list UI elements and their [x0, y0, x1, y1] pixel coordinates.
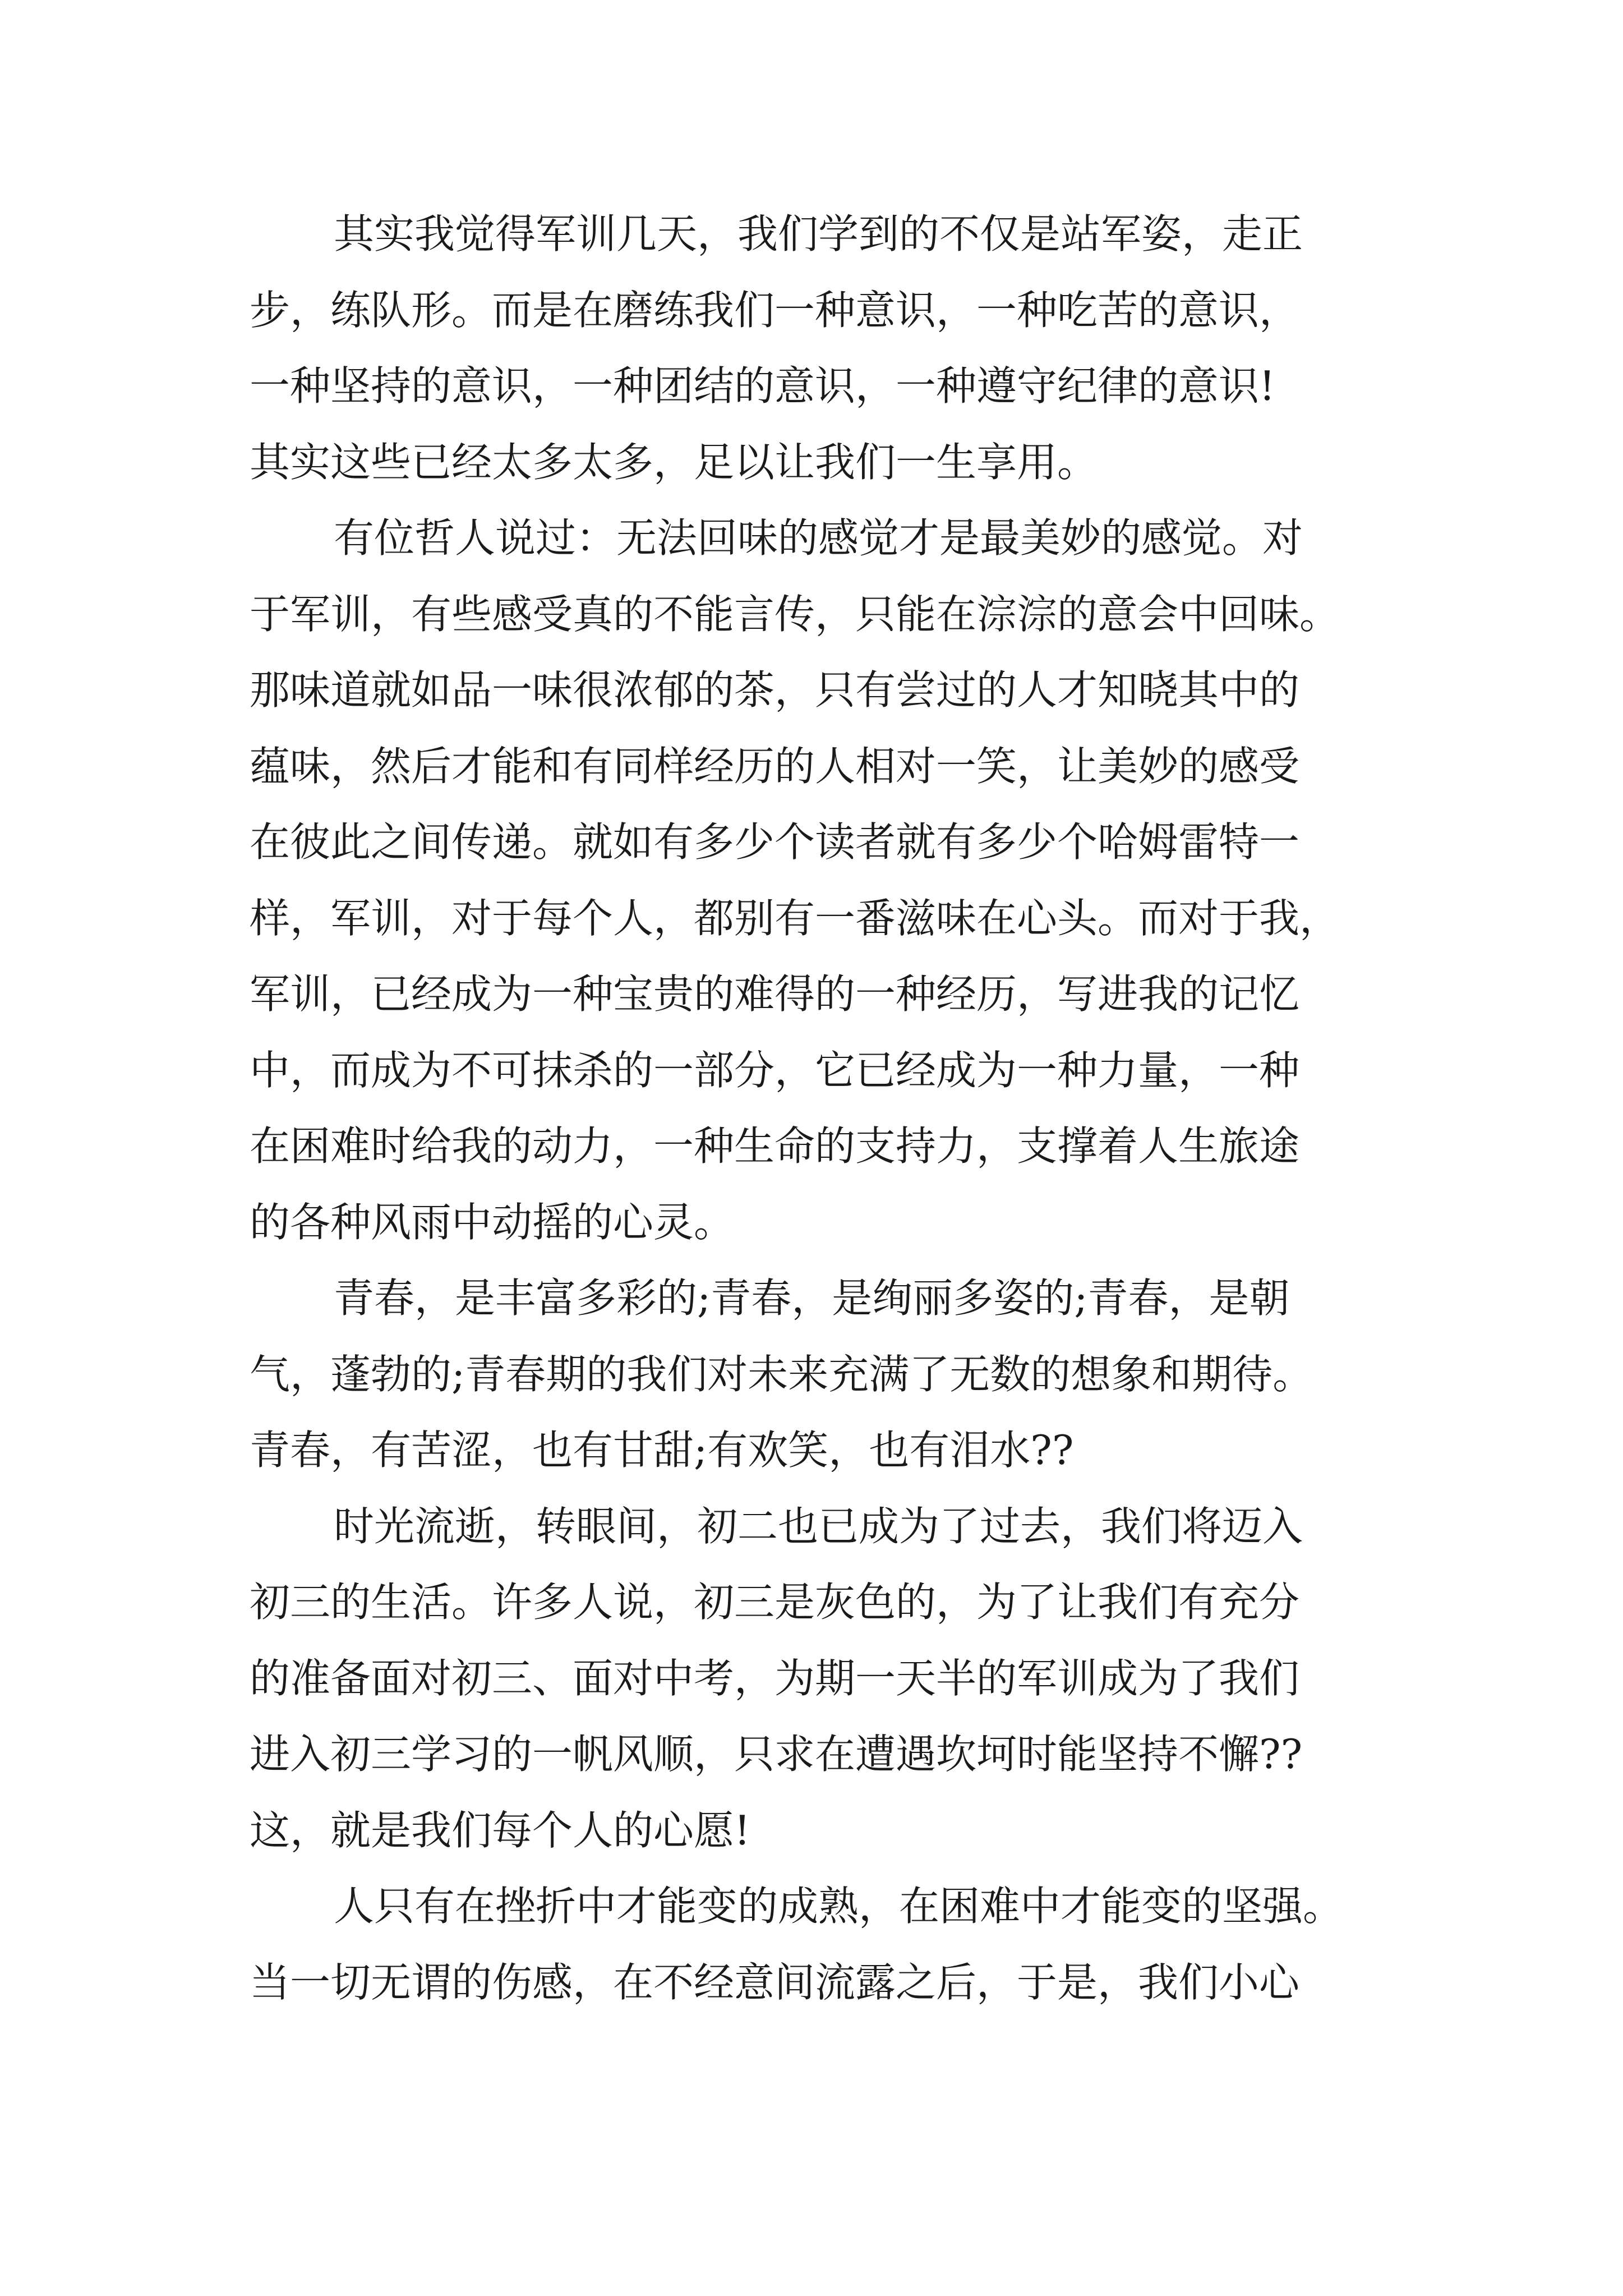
paragraph-2-line-6: 样，军训，对于每个人，都别有一番滋味在心头。而对于我，	[250, 894, 1340, 942]
paragraph-3-line-2: 气，蓬勃的;青春期的我们对未来充满了无数的想象和期待。	[250, 1350, 1313, 1398]
paragraph-3-line-1: 青春，是丰富多彩的;青春，是绚丽多姿的;青春，是朝	[334, 1274, 1290, 1322]
paragraph-4-line-3: 的准备面对初三、面对中考，为期一天半的军训成为了我们	[250, 1654, 1300, 1702]
paragraph-2-line-9: 在困难时给我的动力，一种生命的支持力，支撑着人生旅途	[250, 1122, 1300, 1170]
paragraph-2-line-1: 有位哲人说过：无法回味的感觉才是最美妙的感觉。对	[334, 514, 1303, 562]
paragraph-5-line-1: 人只有在挫折中才能变的成熟，在困难中才能变的坚强。	[334, 1883, 1344, 1930]
paragraph-4-line-4: 进入初三学习的一帆风顺，只求在遭遇坎坷时能坚持不懈??	[250, 1731, 1303, 1778]
paragraph-3-line-3: 青春，有苦涩，也有甘甜;有欢笑，也有泪水??	[250, 1427, 1074, 1474]
paragraph-4-line-1: 时光流逝，转眼间，初二也已成为了过去，我们将迈入	[334, 1502, 1303, 1550]
paragraph-1-line-1: 其实我觉得军训几天，我们学到的不仅是站军姿，走正	[334, 210, 1303, 257]
paragraph-2-line-10: 的各种风雨中动摇的心灵。	[250, 1198, 735, 1246]
paragraph-2-line-4: 蕴味，然后才能和有同样经历的人相对一笑，让美妙的感受	[250, 742, 1300, 790]
paragraph-5-line-2: 当一切无谓的伤感，在不经意间流露之后，于是，我们小心	[250, 1958, 1300, 2006]
paragraph-4-line-2: 初三的生活。许多人说，初三是灰色的，为了让我们有充分	[250, 1579, 1300, 1626]
paragraph-1-line-2: 步，练队形。而是在磨练我们一种意识，一种吃苦的意识，	[250, 286, 1300, 334]
paragraph-2-line-3: 那味道就如品一味很浓郁的茶，只有尝过的人才知晓其中的	[250, 666, 1300, 714]
paragraph-2-line-7: 军训，已经成为一种宝贵的难得的一种经历，写进我的记忆	[250, 970, 1300, 1018]
paragraph-2-line-8: 中，而成为不可抹杀的一部分，它已经成为一种力量，一种	[250, 1046, 1300, 1094]
paragraph-2-line-5: 在彼此之间传递。就如有多少个读者就有多少个哈姆雷特一	[250, 818, 1300, 866]
paragraph-1-line-3: 一种坚持的意识，一种团结的意识，一种遵守纪律的意识!	[250, 362, 1275, 409]
body-text	[250, 196, 1405, 2021]
paragraph-1-line-4: 其实这些已经太多太多，足以让我们一生享用。	[250, 438, 1098, 486]
paragraph-2-line-2: 于军训，有些感受真的不能言传，只能在淙淙的意会中回味。	[250, 590, 1340, 638]
paragraph-4-line-5: 这，就是我们每个人的心愿!	[250, 1806, 750, 1854]
